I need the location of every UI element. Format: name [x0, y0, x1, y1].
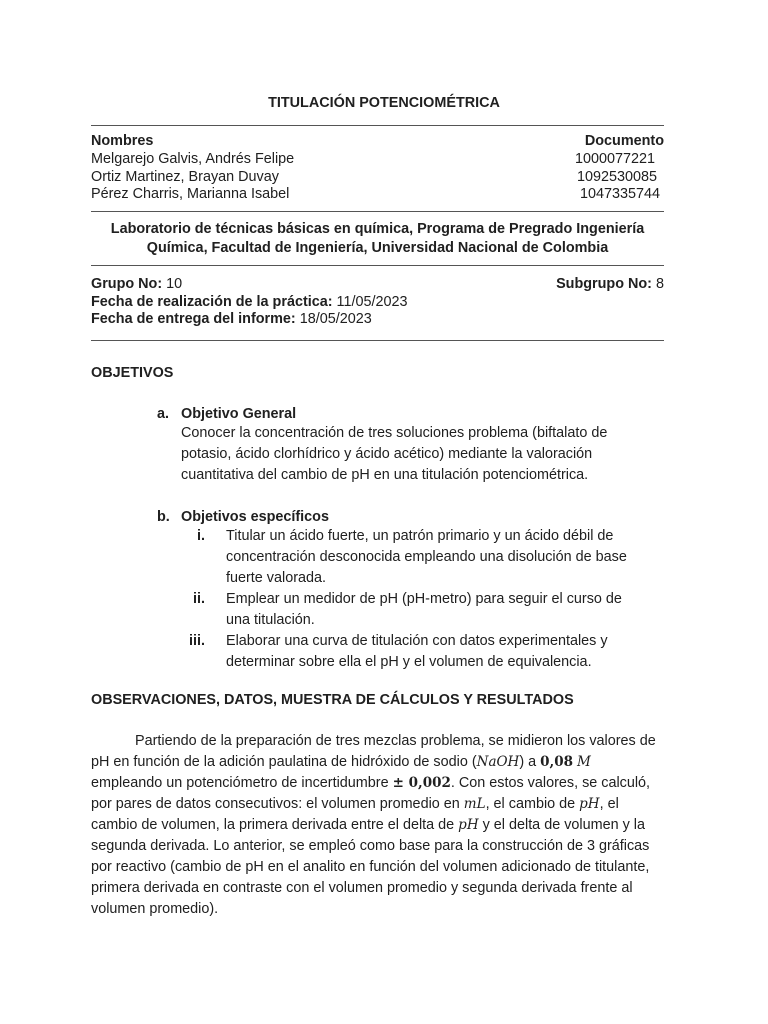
specific-objectives-title: Objetivos específicos — [181, 509, 329, 525]
list-item — [157, 526, 657, 589]
list-item-number: i. — [197, 528, 205, 544]
member-row — [91, 150, 664, 168]
names-column-header: Nombres — [91, 133, 154, 149]
divider — [91, 265, 664, 266]
member-row — [91, 168, 664, 186]
formula-uncertainty: ± 0,002 — [392, 775, 451, 791]
page-title: TITULACIÓN POTENCIOMÉTRICA — [268, 95, 500, 111]
divider — [91, 340, 664, 341]
list-item — [157, 631, 657, 673]
divider — [91, 125, 664, 126]
document-column-header: Documento — [584, 133, 664, 149]
paragraph-text: , el cambio de volumen, la primera derivada entre el delta de — [91, 796, 619, 833]
objectives-heading: OBJETIVOS — [91, 365, 174, 381]
paragraph-text: Partiendo de la preparación de tres mezclas problema, se midieron los valores de pH en función de la adición paulatina de hidróxido de sodio ( — [91, 733, 656, 770]
paragraph-text: ) a — [519, 754, 541, 770]
date-delivery-label: Fecha de entrega del informe: — [91, 311, 296, 328]
report-metadata — [91, 275, 664, 328]
list-item-number: ii. — [193, 591, 205, 607]
formula-ml: mL — [463, 796, 486, 812]
formula-ph: pH — [579, 796, 600, 812]
divider — [91, 211, 664, 212]
date-delivery-value: 18/05/2023 — [299, 311, 372, 328]
members-list — [91, 150, 664, 203]
results-paragraph — [91, 731, 664, 920]
general-objective-title: Objetivo General — [181, 406, 297, 422]
member-row — [91, 185, 664, 203]
formula-naoh: NaOH — [476, 754, 520, 770]
general-objective-text: Conocer la concentración de tres soluciones problema (biftalato de potasio, ácido clorhídrico y ácido acético) mediante la valoración cuantitativa del cambio de pH en una titulación potenciométrica. — [181, 425, 608, 483]
formula-concentration: 0,08 — [540, 754, 574, 770]
specific-objectives-list — [157, 526, 657, 673]
list-item-text: Titular un ácido fuerte, un patrón primario y un ácido débil de concentración desconocida empleando una disolución de base fuerte valorada. — [226, 528, 627, 586]
date-done-value: 11/05/2023 — [336, 293, 408, 310]
lab-heading: Laboratorio de técnicas básicas en química, Programa de Pregrado Ingeniería Química, Facultad de Ingeniería, Universidad Nacional de Colombia — [110, 221, 645, 256]
member-document: 1092530085 — [577, 168, 658, 185]
date-done-label: Fecha de realización de la práctica: — [91, 293, 333, 310]
group-label: Grupo No: — [91, 276, 163, 292]
subgroup-value: 8 — [655, 276, 664, 292]
list-item-text: Elaborar una curva de titulación con datos experimentales y determinar sobre ella el pH y el volumen de equivalencia. — [226, 633, 608, 670]
date-delivery-row — [91, 310, 664, 328]
member-name: Pérez Charris, Marianna Isabel — [91, 186, 290, 203]
subgroup-label: Subgrupo No: — [556, 276, 652, 292]
general-objective-letter: a. — [157, 406, 170, 422]
member-name: Melgarejo Galvis, Andrés Felipe — [91, 151, 295, 167]
paragraph-text: y el delta de volumen y la segunda derivada. Lo anterior, se empleó como base para la construcción de 3 gráficas por reactivo (cambio de pH en el analito en función del volumen adicionado de titulante, primera derivada en contraste con el volumen promedio y segunda derivada frente al volumen promedio). — [91, 817, 650, 917]
member-document: 1000077221 — [575, 151, 656, 167]
member-document: 1047335744 — [580, 186, 661, 203]
list-item-number: iii. — [189, 633, 205, 649]
group-value: 10 — [166, 276, 183, 292]
paragraph-text: . Con estos valores, se calculó, por pares de datos consecutivos: el volumen promedio en — [91, 775, 651, 812]
list-item — [157, 589, 657, 631]
date-done-row — [91, 293, 664, 311]
members-header — [91, 132, 664, 151]
group-row — [91, 275, 664, 293]
formula-unit: M — [577, 754, 591, 770]
paragraph-text: , el cambio de — [485, 796, 580, 812]
paragraph-text: empleando un potenciómetro de incertidumbre — [91, 775, 393, 791]
specific-objectives-letter: b. — [157, 509, 170, 525]
member-name: Ortiz Martinez, Brayan Duvay — [91, 168, 279, 185]
formula-ph: pH — [458, 817, 479, 833]
list-item-text: Emplear un medidor de pH (pH-metro) para seguir el curso de una titulación. — [226, 591, 622, 628]
results-heading: OBSERVACIONES, DATOS, MUESTRA DE CÁLCULOS Y RESULTADOS — [91, 692, 574, 708]
